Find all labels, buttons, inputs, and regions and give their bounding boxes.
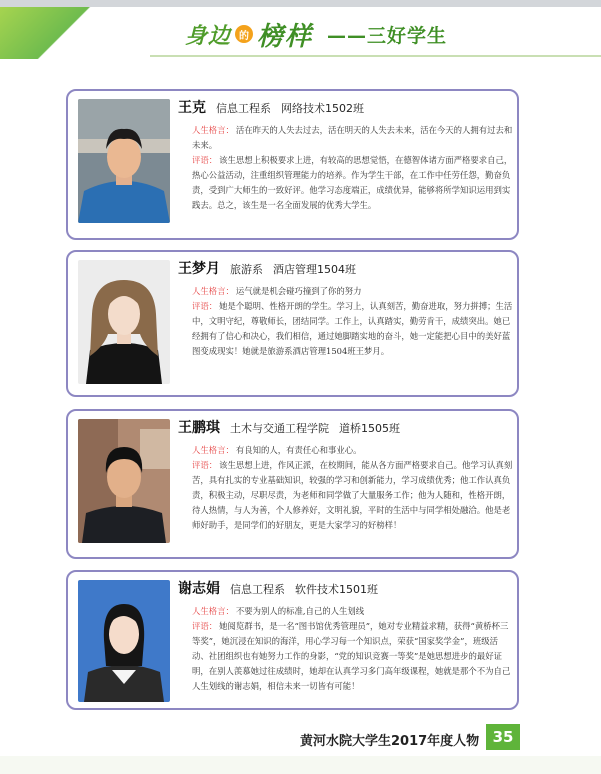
student-class: 软件技术1501班 bbox=[295, 583, 378, 596]
student-name: 王梦月 bbox=[178, 261, 220, 277]
student-motto bbox=[178, 443, 513, 458]
student-motto bbox=[178, 604, 513, 619]
student-name: 王鹏琪 bbox=[178, 420, 220, 436]
motto-label: 人生格言： bbox=[192, 286, 234, 296]
student-department: 信息工程系 bbox=[216, 102, 271, 115]
top-stripe bbox=[0, 0, 601, 7]
header-divider bbox=[150, 55, 601, 57]
student-department: 信息工程系 bbox=[230, 583, 285, 596]
student-motto bbox=[178, 123, 513, 153]
student-info bbox=[178, 258, 513, 359]
student-comment bbox=[178, 153, 513, 213]
student-header bbox=[178, 97, 513, 119]
student-department: 土木与交通工程学院 bbox=[230, 422, 329, 435]
student-photo bbox=[78, 580, 170, 702]
comment-text: 该生思想上进，作风正派，在校期间，能从各方面严格要求自己。他学习认真刻苦，具有扎实的专业基础知识，较强的学习和创新能力，学习成绩优秀；他工作认真负责，积极主动，尽职尽责，为老师和同学做了大量服务工作；他为人随和，性格开朗，待人热情，与人为善，个人修养好，文明礼貌，平时的生活中与同学相处融洽。他是老师好助手，是同学们的好朋友，更是大家学习的好榜样！ bbox=[192, 460, 513, 530]
student-card bbox=[66, 409, 519, 559]
student-photo bbox=[78, 260, 170, 384]
student-info bbox=[178, 97, 513, 213]
student-header bbox=[178, 417, 513, 439]
student-card bbox=[66, 89, 519, 240]
comment-label: 评语： bbox=[192, 155, 218, 165]
comment-label: 评语： bbox=[192, 301, 218, 311]
student-comment bbox=[178, 299, 513, 359]
student-department: 旅游系 bbox=[230, 263, 263, 276]
header-corner-decoration bbox=[0, 7, 110, 59]
title-de-badge: 的 bbox=[235, 25, 253, 43]
student-comment bbox=[178, 458, 513, 533]
student-header bbox=[178, 578, 513, 600]
comment-label: 评语： bbox=[192, 621, 218, 631]
student-comment bbox=[178, 619, 513, 694]
student-name: 谢志娟 bbox=[178, 581, 220, 597]
student-class: 酒店管理1504班 bbox=[273, 263, 356, 276]
motto-text: 有良知的人，有责任心和事业心。 bbox=[235, 445, 362, 455]
student-info bbox=[178, 578, 513, 694]
motto-label: 人生格言： bbox=[192, 606, 234, 616]
footer-title: 黄河水院大学生2017年度人物 bbox=[300, 734, 480, 749]
title-subtitle: ——三好学生 bbox=[327, 24, 448, 47]
student-photo bbox=[78, 99, 170, 223]
student-header bbox=[178, 258, 513, 280]
motto-label: 人生格言： bbox=[192, 445, 234, 455]
motto-text: 运气就是机会碰巧撞到了你的努力 bbox=[235, 286, 362, 296]
section-title bbox=[185, 17, 447, 51]
page-header bbox=[0, 7, 601, 59]
student-name: 王克 bbox=[178, 100, 206, 116]
student-class: 道桥1505班 bbox=[339, 422, 400, 435]
student-photo bbox=[78, 419, 170, 543]
comment-label: 评语： bbox=[192, 460, 218, 470]
motto-label: 人生格言： bbox=[192, 125, 234, 135]
student-card bbox=[66, 570, 519, 710]
comment-text: 她阅览群书，是一名“图书馆优秀管理员”，她对专业精益求精，获得“黄桥杯三等奖”，她沉浸在知识的海洋，用心学习每一个知识点，荣获“国家奖学金”，班级活动、社团组织也有她努力工作的身影，“党的知识竞赛一等奖”是她思想进步的最好证明，在别人羡慕她过往成绩时，她却在认真学习多门高年级课程，她就是那个不为自己人生划线的谢志娟，相信未来一切皆有可能！ bbox=[192, 621, 511, 691]
comment-text: 她是个聪明、性格开朗的学生。学习上，认真刻苦，勤奋进取，努力拼搏；生活中，文明守纪，尊敬师长，团结同学。工作上，认真踏实，勤劳肯干，成绩突出。她已经拥有了信心和决心，我们相信，通过她脚踏实地的奋斗，她一定能把心目中的美好蓝图变成现实！她就是旅游系酒店管理1504班王梦月。 bbox=[192, 301, 513, 356]
bottom-band bbox=[0, 756, 601, 774]
student-card bbox=[66, 250, 519, 397]
motto-text: 活在昨天的人失去过去，活在明天的人失去未来，活在今天的人拥有过去和未来。 bbox=[192, 125, 513, 150]
page-number: 35 bbox=[486, 724, 520, 750]
title-part1: 身边 bbox=[185, 23, 232, 49]
student-motto bbox=[178, 284, 513, 299]
student-info bbox=[178, 417, 513, 533]
student-class: 网络技术1502班 bbox=[281, 102, 364, 115]
title-part2: 榜样 bbox=[257, 21, 314, 52]
comment-text: 该生思想上积极要求上进，有较高的思想觉悟，在德智体诸方面严格要求自己，热心公益活动，注重组织管理能力的培养。作为学生干部，在工作中任劳任怨，勤奋负责，受到广大师生的一致好评。他学习态度端正，成绩优异，能够将所学知识运用到实践去。总之，该生是一名全面发展的优秀大学生。 bbox=[192, 155, 513, 210]
motto-text: 不要为别人的标准,自己的人生划线 bbox=[235, 606, 365, 616]
